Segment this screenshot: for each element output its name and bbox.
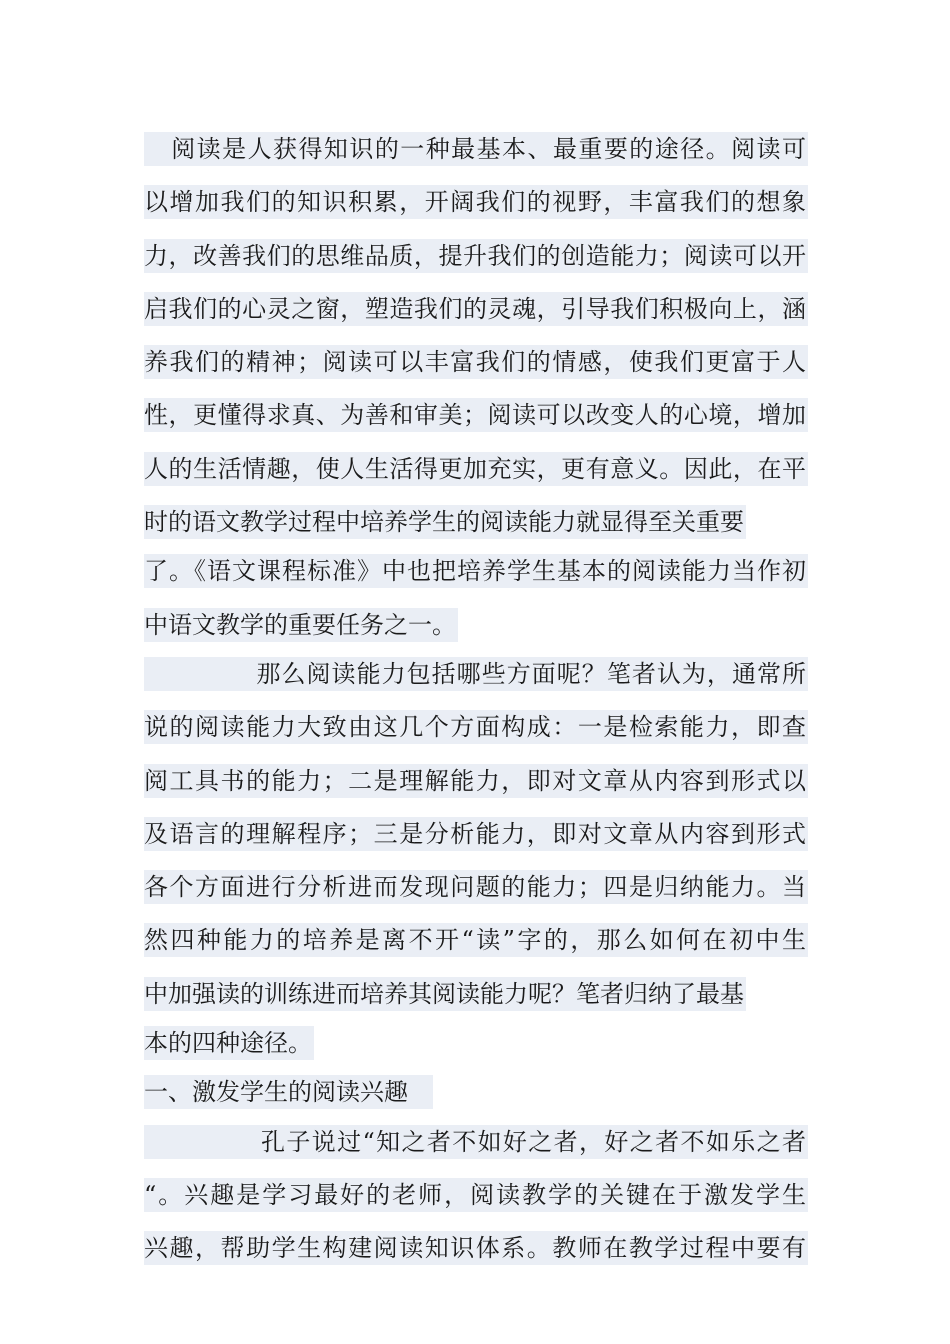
text-line <box>144 185 808 234</box>
text-line <box>144 452 808 501</box>
text-line <box>144 1125 808 1174</box>
text-line <box>144 132 808 181</box>
text-line-content: 性，更懂得求真、为善和审美；阅读可以改变人的心境，增加 <box>144 398 808 432</box>
text-line <box>144 1178 808 1227</box>
text-line <box>144 398 808 447</box>
text-line-content: 了。《语文课程标准》中也把培养学生基本的阅读能力当作初 <box>144 554 808 588</box>
text-line <box>144 710 808 759</box>
text-line <box>144 817 808 866</box>
text-line-content: 养我们的精神；阅读可以丰富我们的情感，使我们更富于人 <box>144 345 808 379</box>
text-line <box>144 870 808 919</box>
text-line-content: 中语文教学的重要任务之一。 <box>144 608 458 642</box>
text-line <box>144 554 808 603</box>
text-line-content: 时的语文教学过程中培养学生的阅读能力就显得至关重要 <box>144 505 746 539</box>
text-line-content: 阅工具书的能力；二是理解能力，即对文章从内容到形式以 <box>144 764 808 798</box>
text-line <box>144 764 808 813</box>
text-line-content: 阅读是人获得知识的一种最基本、最重要的途径。阅读可 <box>144 132 808 166</box>
text-line-content: 兴趣，帮助学生构建阅读知识体系。教师在教学过程中要有 <box>144 1231 808 1265</box>
text-line-content: 说的阅读能力大致由这几个方面构成：一是检索能力，即查 <box>144 710 808 744</box>
text-line <box>144 1231 808 1280</box>
text-line-content: 本的四种途径。 <box>144 1026 314 1060</box>
text-line-content: 然四种能力的培养是离不开“读”字的，那么如何在初中生 <box>144 923 808 957</box>
text-line-content: 各个方面进行分析进而发现问题的能力；四是归纳能力。当 <box>144 870 808 904</box>
document-body <box>144 128 808 1281</box>
text-line <box>144 973 808 1022</box>
text-line-content: 孔子说过“知之者不如好之者，好之者不如乐之者 <box>144 1125 808 1159</box>
text-line-content: 启我们的心灵之窗，塑造我们的灵魂，引导我们积极向上，涵 <box>144 292 808 326</box>
text-line <box>144 239 808 288</box>
text-line-content: 以增加我们的知识积累，开阔我们的视野，丰富我们的想象 <box>144 185 808 219</box>
text-line <box>144 292 808 341</box>
text-line <box>144 604 808 653</box>
text-line-content: 一、激发学生的阅读兴趣 <box>144 1075 433 1109</box>
text-line <box>144 1071 808 1120</box>
text-line-content: 那么阅读能力包括哪些方面呢？笔者认为，通常所 <box>144 657 808 691</box>
text-line <box>144 923 808 972</box>
text-line <box>144 657 808 706</box>
text-line-content: 人的生活情趣，使人生活得更加充实，更有意义。因此，在平 <box>144 452 808 486</box>
text-line <box>144 345 808 394</box>
text-line-content: 及语言的理解程序；三是分析能力，即对文章从内容到形式 <box>144 817 808 851</box>
text-line-content: 力，改善我们的思维品质，提升我们的创造能力；阅读可以开 <box>144 239 808 273</box>
text-line <box>144 501 808 550</box>
text-line-content: “。兴趣是学习最好的老师，阅读教学的关键在于激发学生 <box>144 1178 808 1212</box>
text-line <box>144 1022 808 1071</box>
text-line-content: 中加强读的训练进而培养其阅读能力呢？笔者归纳了最基 <box>144 977 746 1011</box>
